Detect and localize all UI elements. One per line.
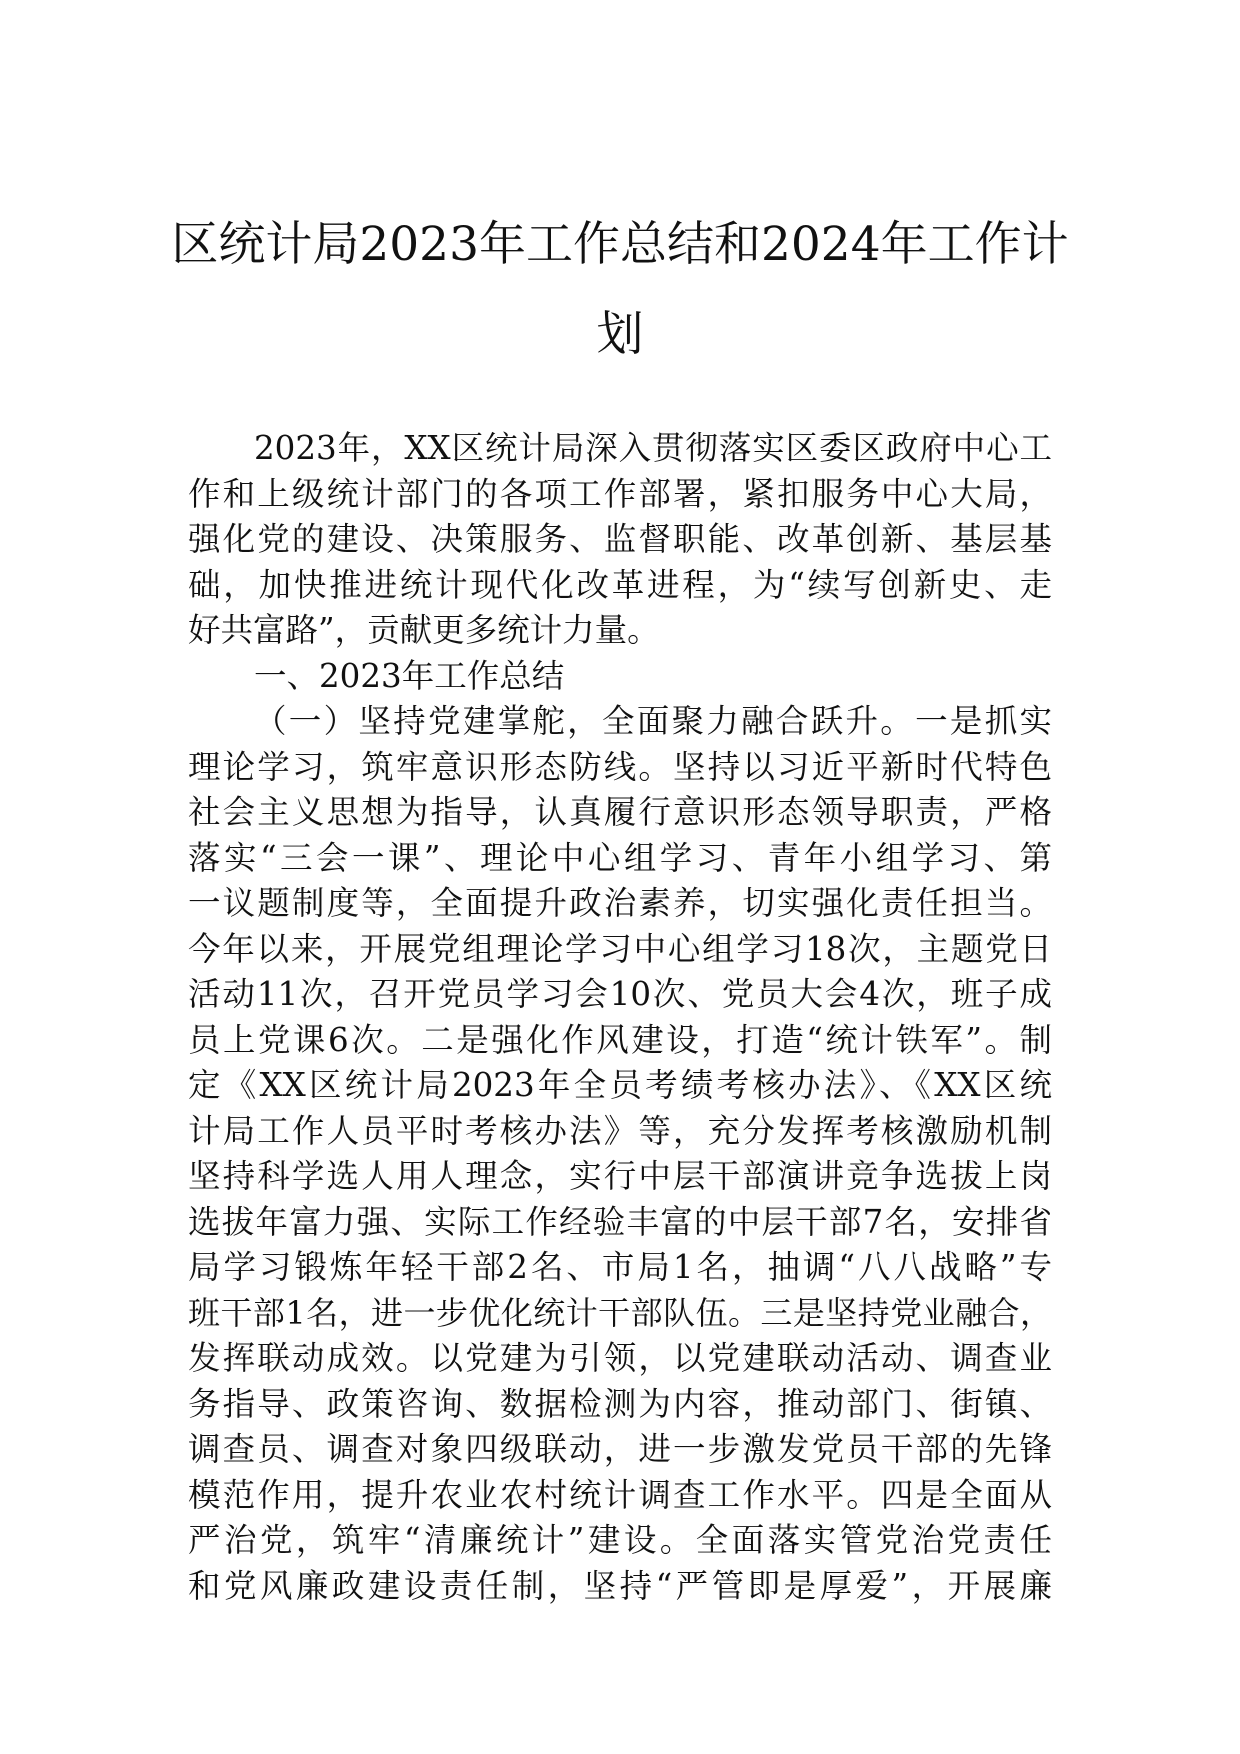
text-line: 计局工作人员平时考核办法》等，充分发挥考核激励机制 bbox=[188, 1111, 1052, 1150]
document-body bbox=[188, 426, 1052, 1609]
text-line: 今年以来，开展党组理论学习中心组学习18次，主题党日 bbox=[188, 929, 1052, 968]
text-line: 活动11次，召开党员学习会10次、党员大会4次，班子成 bbox=[188, 975, 1052, 1013]
document-title-line-2: 划 bbox=[596, 307, 644, 362]
document-title-line-1: 区统计局2023年工作总结和2024年工作计 bbox=[171, 217, 1069, 272]
text-line: 调查员、调查对象四级联动，进一步激发党员干部的先锋 bbox=[188, 1430, 1052, 1468]
text-line: 好共富路”，贡献更多统计力量。 bbox=[188, 611, 660, 649]
text-line: 坚持科学选人用人理念，实行中层干部演讲竞争选拔上岗 bbox=[188, 1157, 1052, 1195]
text-line: 定《XX区统计局2023年全员考绩考核办法》、《XX区统 bbox=[188, 1066, 1052, 1104]
text-line: 务指导、政策咨询、数据检测为内容，推动部门、街镇、 bbox=[188, 1384, 1052, 1423]
text-line: 一、2023年工作总结 bbox=[254, 656, 565, 695]
text-line: 作和上级统计部门的各项工作部署，紧扣服务中心大局， bbox=[188, 474, 1052, 513]
text-line: 2023年，XX区统计局深入贯彻落实区委区政府中心工 bbox=[254, 429, 1052, 467]
text-line: 落实“三会一课”、理论中心组学习、青年小组学习、第 bbox=[188, 838, 1052, 877]
text-line: 础，加快推进统计现代化改革进程，为“续写创新史、走 bbox=[188, 565, 1052, 604]
text-line: 一议题制度等，全面提升政治素养，切实强化责任担当。 bbox=[188, 884, 1052, 922]
text-line: 理论学习，筑牢意识形态防线。坚持以习近平新时代特色 bbox=[188, 747, 1052, 786]
text-line: （一）坚持党建掌舵，全面聚力融合跃升。一是抓实 bbox=[254, 702, 1052, 740]
text-line: 和党风廉政建设责任制，坚持“严管即是厚爱”，开展廉 bbox=[188, 1566, 1052, 1605]
text-line: 社会主义思想为指导，认真履行意识形态领导职责，严格 bbox=[188, 793, 1052, 831]
text-line: 班干部1名，进一步优化统计干部队伍。三是坚持党业融合， bbox=[188, 1293, 1052, 1332]
text-line: 严治党，筑牢“清廉统计”建设。全面落实管党治党责任 bbox=[188, 1521, 1052, 1559]
text-line: 强化党的建设、决策服务、监督职能、改革创新、基层基 bbox=[188, 520, 1052, 558]
text-line: 模范作用，提升农业农村统计调查工作水平。四是全面从 bbox=[188, 1475, 1052, 1514]
text-line: 员上党课6次。二是强化作风建设，打造“统计铁军”。制 bbox=[188, 1020, 1052, 1059]
text-line: 发挥联动成效。以党建为引领，以党建联动活动、调查业 bbox=[188, 1339, 1052, 1377]
text-line: 局学习锻炼年轻干部2名、市局1名，抽调“八八战略”专 bbox=[188, 1248, 1052, 1286]
text-line: 选拔年富力强、实际工作经验丰富的中层干部7名，安排省 bbox=[188, 1202, 1052, 1241]
